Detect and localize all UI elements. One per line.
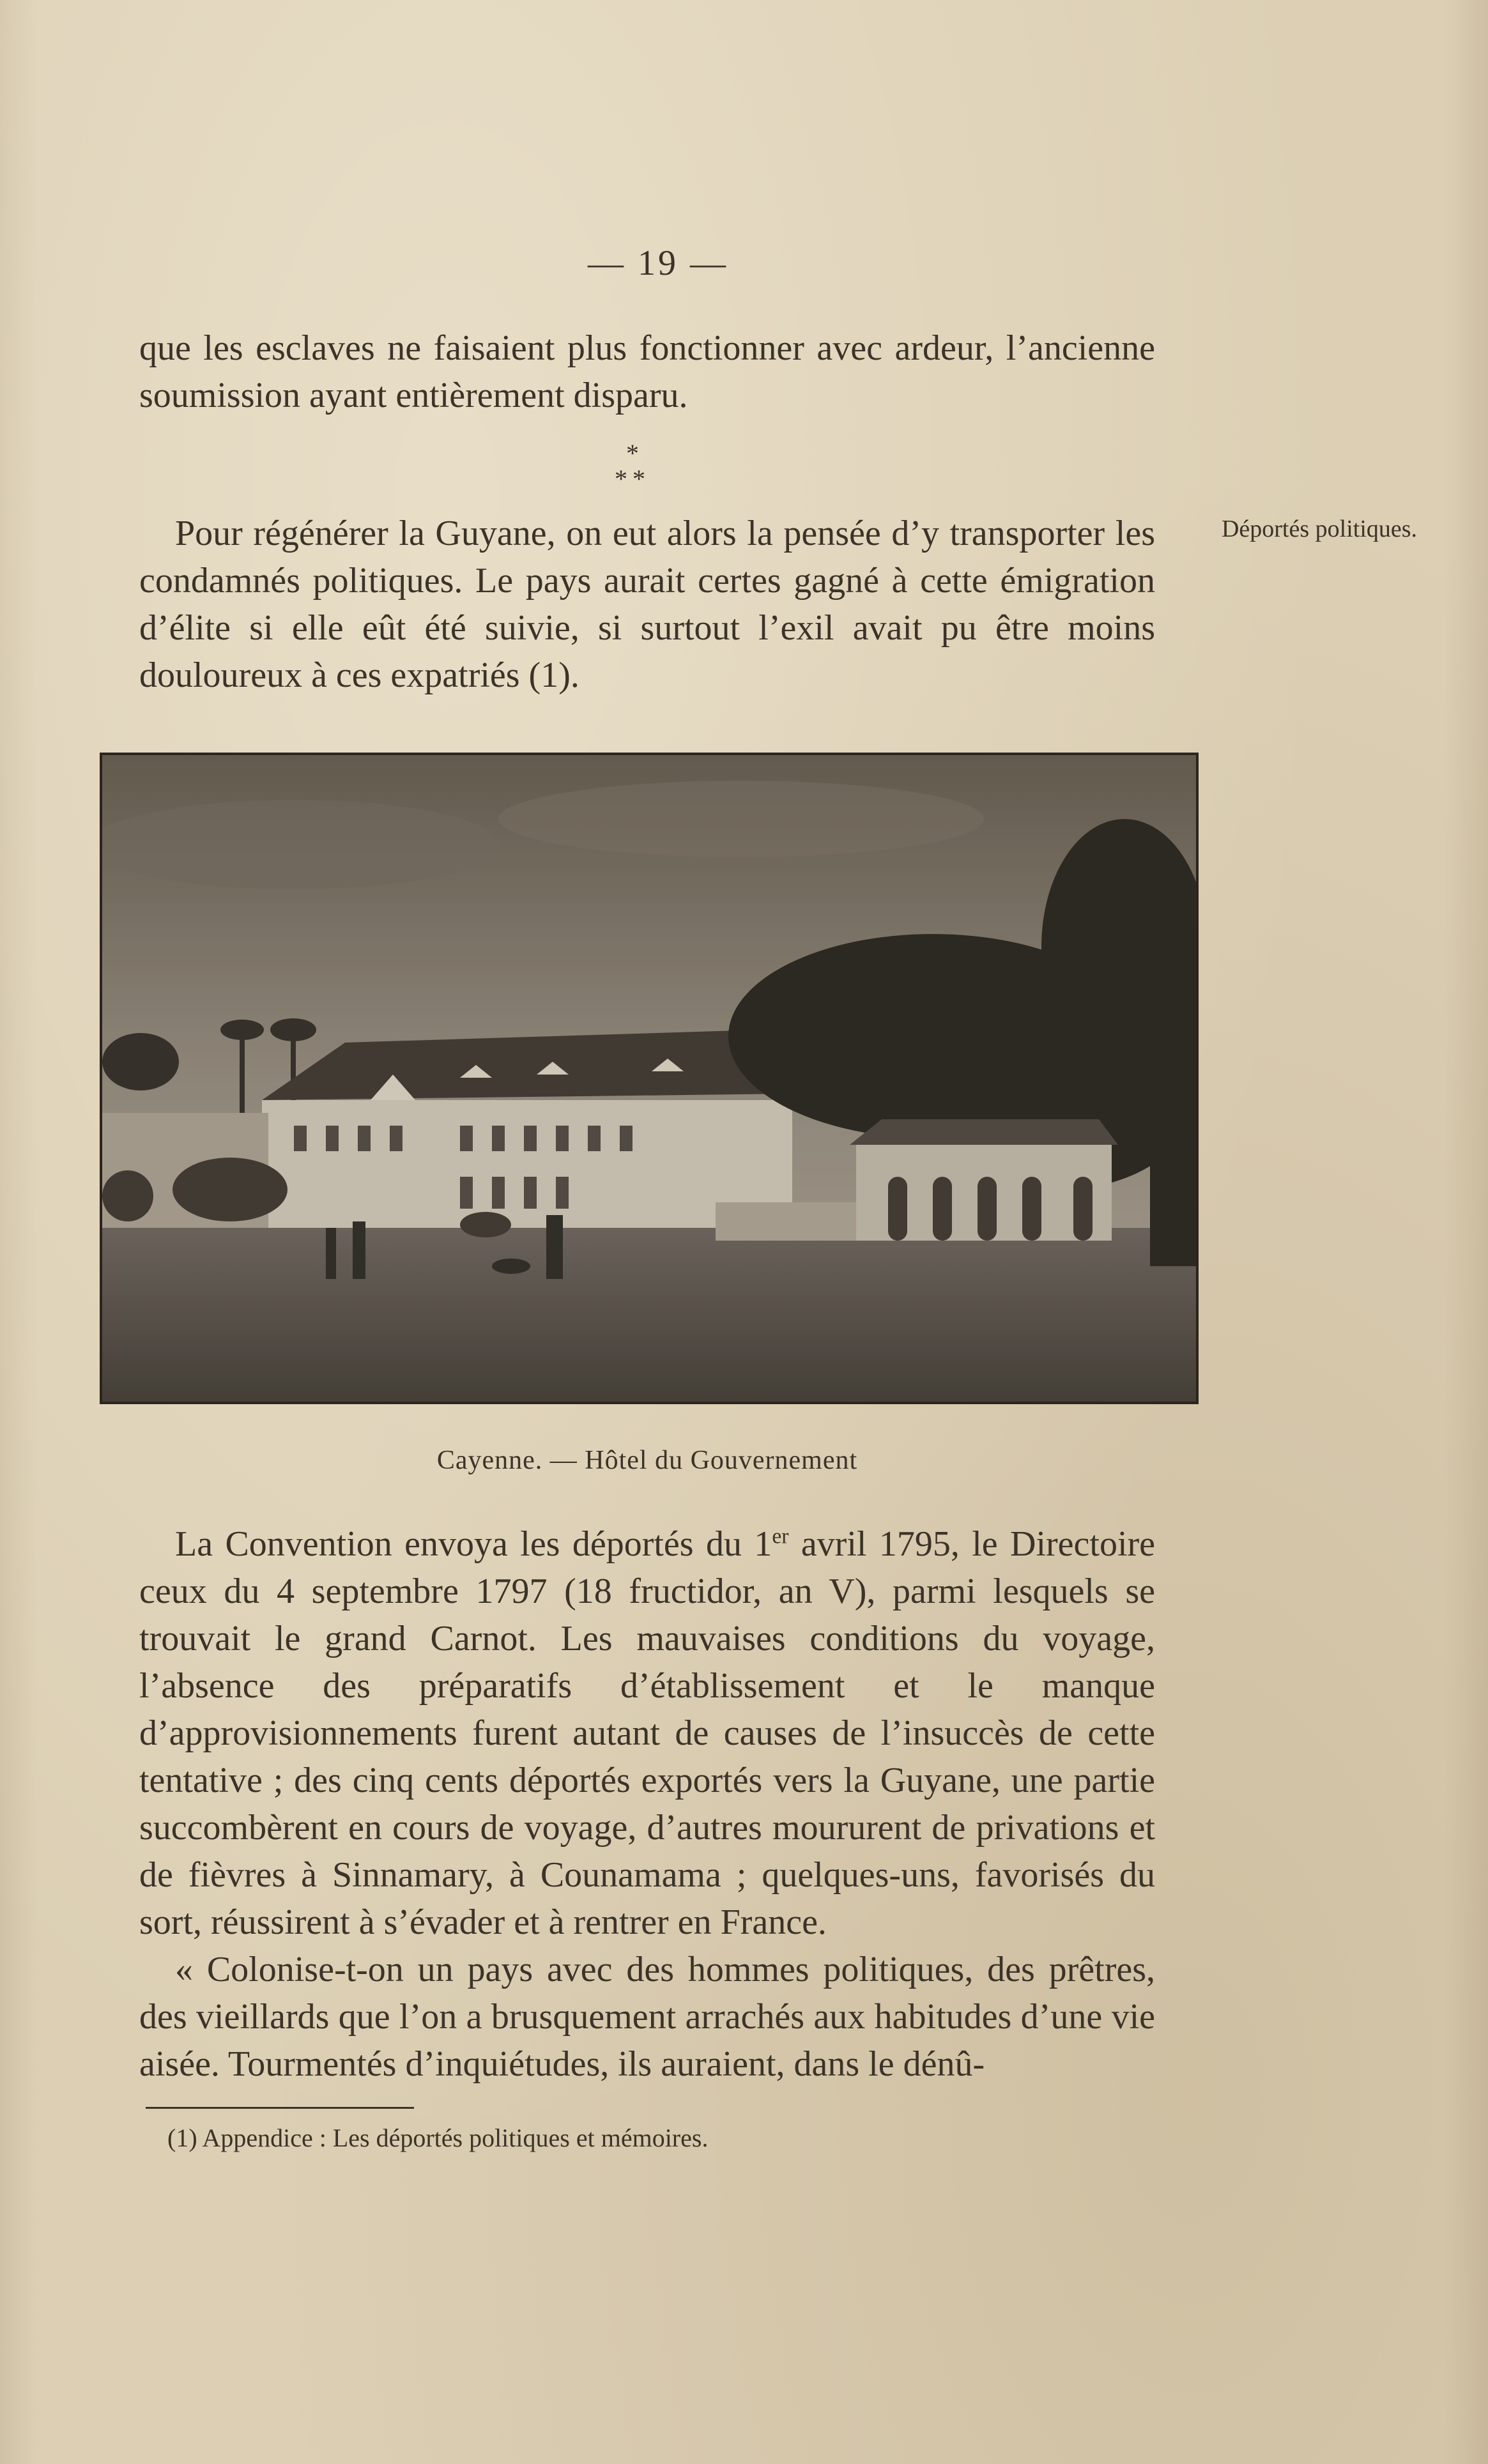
photograph-cayenne [100,753,1199,1404]
footnote: (1) Appendice : Les déportés politiques et mémoires. [167,2123,709,2152]
paragraph-continuation [139,325,1155,419]
superscript: er [772,1524,789,1549]
margin-note: Déportés politiques. [1221,516,1418,542]
asterism-top: * [626,439,639,468]
asterism-bottom: ** [615,464,650,493]
figure-caption: Cayenne. — Hôtel du Gouvernement [436,1446,858,1475]
paragraph-quote: « Colonise-t-on un pays avec des hommes politiques, des prêtres, des vieillards que l’on a brusquement arrachés aux habitudes d’une vie aisée. Tourmentés d’inquiétudes, ils auraient, dans le dénû- [139,1950,1155,2084]
paragraph-text: Pour régénérer la Guyane, on eut alors la pensée d’y transporter les condamnés politiques. Le pays aurait certes gagné à cette émigration d’élite si elle eût été suivie, si surtout l’exil avait pu être moins douloureux à ces expatriés (1). [139,514,1155,695]
photo-illustration [102,755,1196,1402]
asterism-divider [594,441,671,492]
page-number: — 19 — [588,243,728,283]
text-run: La Convention envoya les déportés du 1 [175,1524,772,1564]
paragraph-text: que les esclaves ne faisaient plus fonctionner avec ardeur, l’ancienne soumission ayant entièrement disparu. [139,328,1155,415]
paragraph-convention [139,1520,1155,2088]
text-run: avril 1795, le Directoire ceux du 4 septembre 1797 (18 fructidor, an V), parmi lesquels se trouvait le grand Carnot. Les mauvaises conditions du voyage, l’absence des préparatifs d’établissement et le manque d’approvisionnements furent autant de causes de l’insuccès de cette tentative ; des cinq cents déportés exportés vers la Guyane, une partie succombèrent en cours de voyage, d’autres moururent de privations et de fièvres à Sinnamary, à Counamama ; quelques-uns, favorisés du sort, réussirent à s’évader et à rentrer en France. [139,1524,1156,1942]
paragraph-text [139,1520,1155,1946]
paragraph-deportes [139,510,1155,699]
footnote-rule [146,2107,414,2109]
